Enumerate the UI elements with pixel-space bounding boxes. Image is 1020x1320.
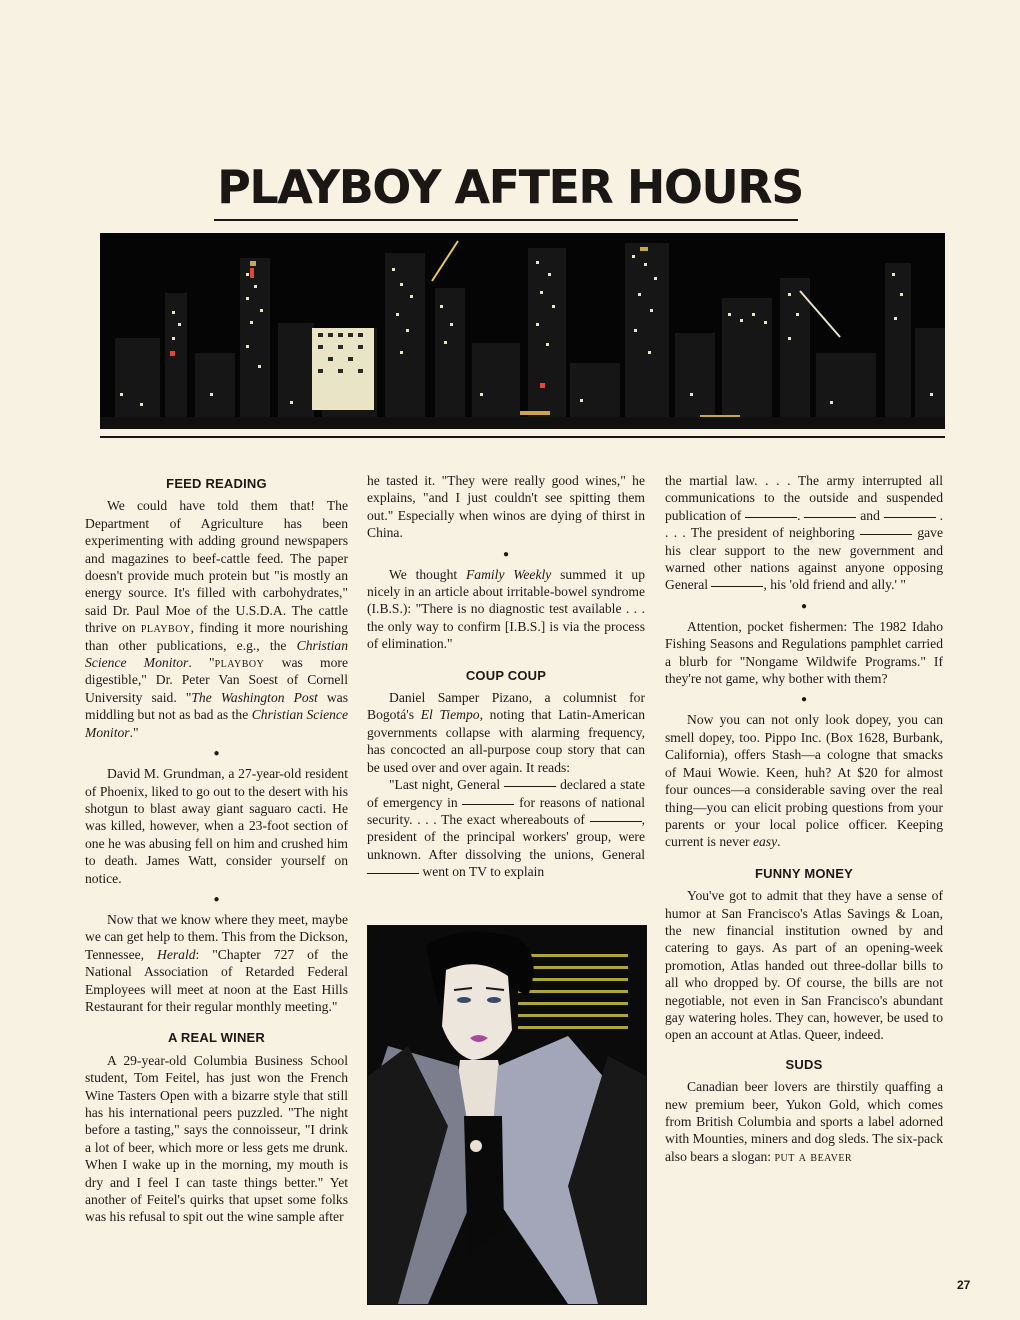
banner-rule xyxy=(100,436,945,438)
suds-paragraph: Canadian beer lovers are thirstily quaffing a new premium beer, Yukon Gold, which comes from British Columbia and sports a label adorned with Mounties, miners and dog sleds. The six-pack also bears a slogan: put a beaver xyxy=(665,1079,943,1164)
fill-in-blank xyxy=(711,585,763,587)
feed-reading-paragraph: We could have told them that! The Department of Agriculture has been experimenting with adding ground newspapers and magazines to beef-cattle feed. The paper doesn't provide much protein but "is mostly an energy source. It's filled with carbohydrates," said Dr. Paul Moe of the U.S.D.A. The cattle thrive on playboy, finding it more nourishing than other publications, e.g., the Christian Science Monitor. "playboy was more digestible," Dr. Peter Van Soest of Cornell University said. "The Washington Post was middling but not as bad as the Christian Science Monitor." xyxy=(85,498,348,740)
fill-in-blank xyxy=(745,516,797,518)
coup-coup-template: "Last night, General declared a state of emergency in for reasons of national security. . . . The exact whereabouts of , president of the principal workers' group, were unknown. After dissolving the unions, General went on TV to explain xyxy=(367,777,645,880)
skyline-art xyxy=(100,233,945,429)
heading-funny-money: FUNNY MONEY xyxy=(754,865,854,881)
woman-in-jacket-illustration xyxy=(367,925,647,1305)
fill-in-blank xyxy=(462,803,514,805)
fill-in-blank xyxy=(804,516,856,518)
page-number: 27 xyxy=(957,1278,971,1292)
fill-in-blank xyxy=(884,516,936,518)
heading-real-winer: A REAL WINER xyxy=(167,1030,265,1046)
section-bullet: ● xyxy=(800,600,808,612)
grundman-paragraph: David M. Grundman, a 27-year-old resident of Phoenix, liked to go out to the desert with his shotgun to blast away giant saguaro cacti. He was killed, however, when a 23-foot section of one he was abusing fell on him and crushed him to death. James Watt, consider yourself on notice. xyxy=(85,766,348,886)
figure-art xyxy=(368,926,646,1304)
city-skyline-night-illustration xyxy=(100,233,945,429)
title-rule xyxy=(214,219,798,221)
funny-money-paragraph: You've got to admit that they have a sense of humor at San Francisco's Atlas Savings & Loan, the new financial institution owned by and catering to gays. As part of an opening-week promotion, Atlas handed out three-dollar bills to all who dropped by. Of course, the bills are not negotiable, not even in San Francisco's abundant gay watering holes. They can, however, be used to open an account at Atlas. Queer, indeed. xyxy=(665,888,943,1043)
herald-paragraph: Now that we know where they meet, maybe we can get help to them. This from the Dickson, Tennessee, Herald: "Chapter 727 of the National Association of Retarded Federal Employees will meet at noon at the East Hills Restaurant for their regular monthly meeting." xyxy=(85,911,348,1014)
fill-in-blank xyxy=(504,785,556,787)
stash-paragraph: Now you can not only look dopey, you can smell dopey, too. Pippo Inc. (Box 1628, Burbank, California), offers Stash—a cologne that smacks of Maui Wowie. Keen, huh? At $20 for almost four ounces—a considerable saving over the real thing—you can elicit probing questions from your parents or your local police officer. Keeping current is never easy. xyxy=(665,712,943,850)
family-weekly-paragraph: We thought Family Weekly summed it up nicely in an article about irritable-bowel syndrome (I.B.S.): "There is no diagnostic test available . . . the only way to confirm [I.B.S.] is via the process of elimination." xyxy=(367,566,645,652)
column-1 xyxy=(85,475,348,1226)
section-bullet: ● xyxy=(502,548,510,560)
idaho-paragraph: Attention, pocket fishermen: The 1982 Idaho Fishing Seasons and Regulations pamphlet carried a blurb for "Nongame Wildwife Programs." If they're not game, why bother with them? xyxy=(665,618,943,687)
page-title: PLAYBOY AFTER HOURS xyxy=(217,160,803,214)
heading-suds: SUDS xyxy=(785,1056,823,1072)
real-winer-paragraph: A 29-year-old Columbia Business School student, Tom Feitel, has just won the French Wine Tasters Open with a bizarre style that still has his international peers puzzled. "The night before a tasting," says the connoisseur, "I drink a lot of beer, which more or less gets me drunk. When I wake up in the morning, my mouth is dry and I feel I can taste things better." Yet another of Feitel's quirks that upset some folks was his refusal to spit out the wine sample after xyxy=(85,1052,348,1225)
heading-coup-coup: COUP COUP xyxy=(465,667,547,683)
fill-in-blank xyxy=(590,820,642,822)
section-bullet: ● xyxy=(213,748,220,760)
coup-coup-intro: Daniel Samper Pizano, a columnist for Bogotá's El Tiempo, noting that Latin-American governments collapse with alarming frequency, has concocted an all-purpose coup story that can be used over and over again. It reads: xyxy=(367,690,646,775)
real-winer-continued: he tasted it. "They were really good wines," he explains, "and I just couldn't see spitting them out." Especially when winos are dying of thirst in China. xyxy=(367,473,645,541)
section-bullet: ● xyxy=(800,694,808,706)
column-3 xyxy=(665,472,943,1165)
column-2 xyxy=(367,472,645,881)
fill-in-blank xyxy=(367,872,419,874)
coup-coup-template-continued: the martial law. . . . The army interrupted all communications to the outside and suspended publication of . and . . . . The president of neighboring gave his clear support to the new government and warned other nations against anyone opposing General , his 'old friend and ally.' " xyxy=(665,473,943,593)
heading-feed-reading: FEED READING xyxy=(166,476,267,491)
section-bullet: ● xyxy=(213,893,220,905)
fill-in-blank xyxy=(860,533,912,535)
